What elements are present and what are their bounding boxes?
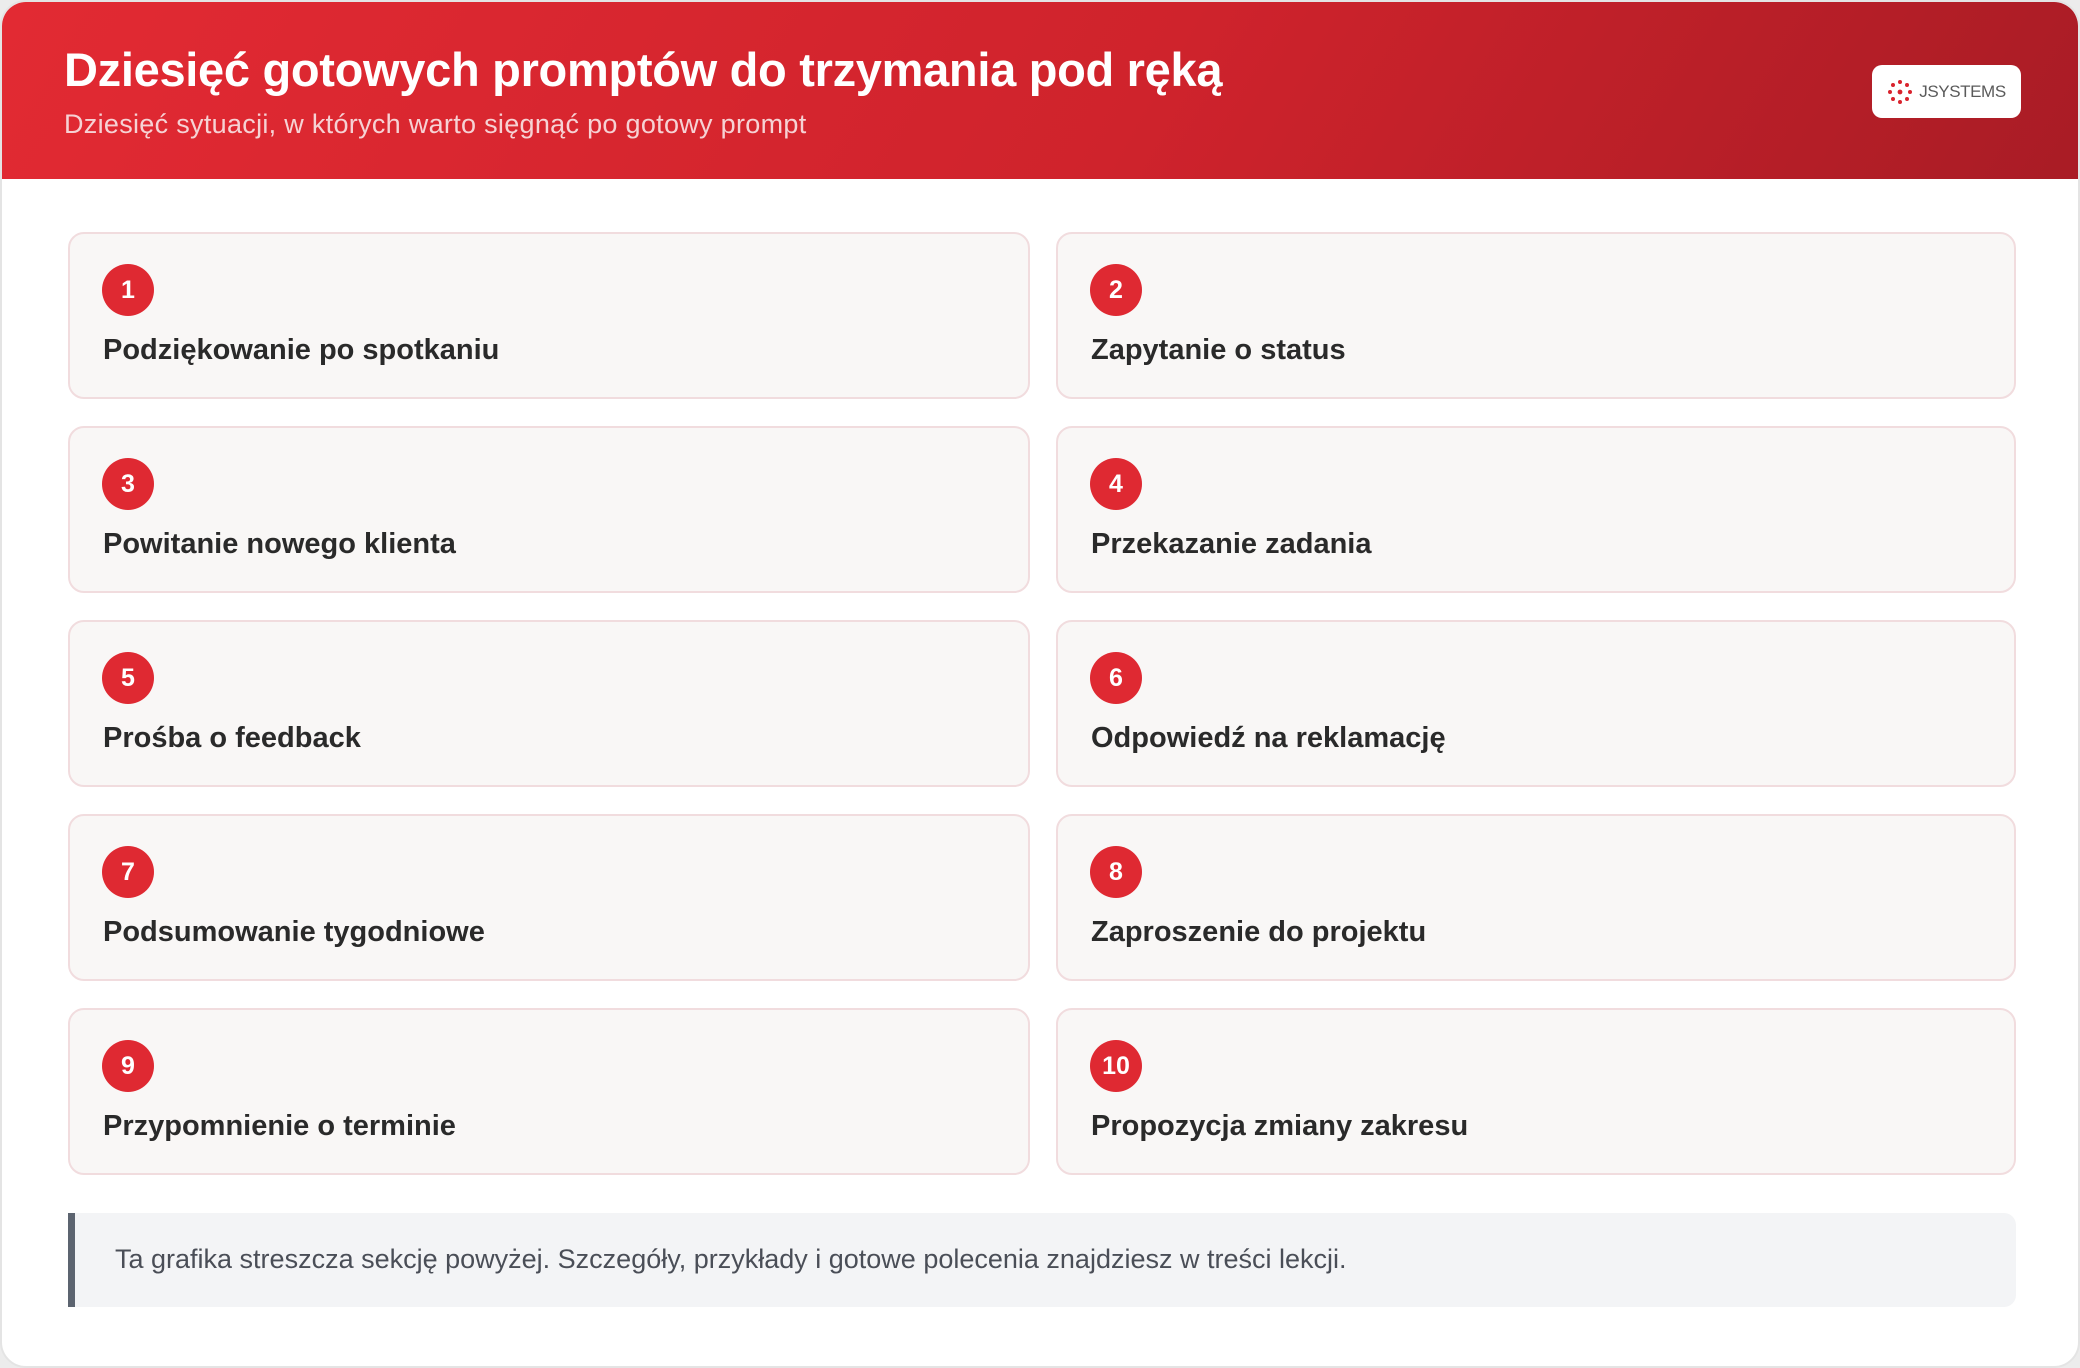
prompt-label: Zapytanie o status [1091, 334, 1346, 366]
prompt-label: Odpowiedź na reklamację [1091, 722, 1446, 754]
prompt-grid [68, 232, 2016, 1175]
prompt-label: Powitanie nowego klienta [103, 528, 456, 560]
prompt-card-8 [1056, 814, 2016, 981]
footer-note [68, 1213, 2016, 1307]
prompt-card-9 [68, 1008, 1030, 1175]
prompt-card-6 [1056, 620, 2016, 787]
prompt-label: Podsumowanie tygodniowe [103, 916, 485, 948]
number-badge: 2 [1090, 264, 1142, 316]
prompt-label: Przypomnienie o terminie [103, 1110, 456, 1142]
prompt-card-7 [68, 814, 1030, 981]
number-badge: 8 [1090, 846, 1142, 898]
footer-note-text: Ta grafika streszcza sekcję powyżej. Szczegóły, przykłady i gotowe polecenia znajdziesz w treści lekcji. [115, 1244, 1347, 1274]
prompt-card-2 [1056, 232, 2016, 399]
number-badge: 4 [1090, 458, 1142, 510]
logo-dots-icon [1887, 79, 1913, 105]
prompt-card-3 [68, 426, 1030, 593]
number-badge: 5 [102, 652, 154, 704]
page-title: Dziesięć gotowych promptów do trzymania pod ręką [64, 43, 1223, 96]
prompt-card-4 [1056, 426, 2016, 593]
number-badge: 3 [102, 458, 154, 510]
prompt-label: Przekazanie zadania [1091, 528, 1372, 560]
jsystems-logo [1872, 65, 2021, 118]
prompt-card-1 [68, 232, 1030, 399]
header-banner [2, 2, 2078, 179]
prompt-card-10 [1056, 1008, 2016, 1175]
number-badge: 1 [102, 264, 154, 316]
prompt-label: Zaproszenie do projektu [1091, 916, 1427, 948]
number-badge: 9 [102, 1040, 154, 1092]
number-badge: 7 [102, 846, 154, 898]
number-badge: 10 [1090, 1040, 1142, 1092]
number-badge: 6 [1090, 652, 1142, 704]
prompt-card-5 [68, 620, 1030, 787]
prompt-label: Propozycja zmiany zakresu [1091, 1110, 1469, 1142]
prompt-label: Prośba o feedback [103, 722, 361, 754]
logo-text: JSYSTEMS [1919, 81, 2006, 101]
page-subtitle: Dziesięć sytuacji, w których warto sięgnąć po gotowy prompt [64, 109, 807, 139]
prompt-label: Podziękowanie po spotkaniu [103, 334, 500, 366]
